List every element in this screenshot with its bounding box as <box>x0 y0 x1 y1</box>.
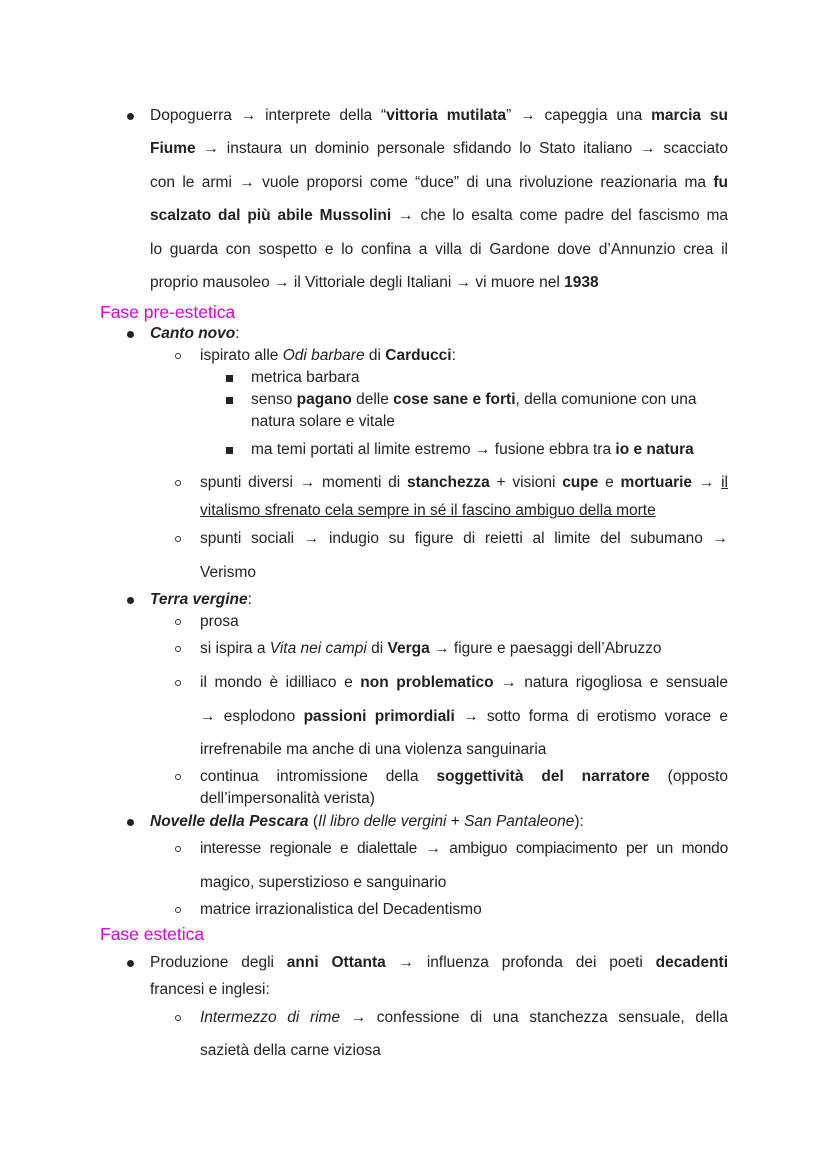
bold-text: cose sane e forti <box>393 391 516 408</box>
bold-text: io e natura <box>615 441 694 458</box>
underlined-text: vitalismo sfrenato cela sempre in sé il fascino ambiguo della morte <box>200 502 656 519</box>
text: → instaura un dominio personale sfidando lo Stato italiano → scacciato <box>195 140 728 157</box>
text: natura solare e vitale <box>251 413 395 430</box>
bold-text: vittoria mutilata <box>386 107 507 124</box>
bullet-circle <box>175 680 181 686</box>
text: spunti diversi → momenti di <box>200 474 408 491</box>
bold-text: 1938 <box>564 274 599 291</box>
bold-text: soggettività del narratore <box>436 768 650 785</box>
text: proprio mausoleo → il Vittoriale degli Italiani → vi muore nel <box>150 274 565 291</box>
text: (opposto <box>649 768 728 785</box>
text: : <box>235 325 240 342</box>
text: magico, superstizioso e sanguinario <box>200 874 447 891</box>
text: : <box>451 347 456 364</box>
text: → natura rigogliosa e sensuale <box>493 674 728 691</box>
bold-text: cupe <box>562 474 599 491</box>
bullet-circle <box>175 619 181 625</box>
bold-text: mortuarie <box>620 474 693 491</box>
text: Verismo <box>200 564 256 581</box>
italic-text: San Pantaleone <box>464 813 575 830</box>
text: e <box>598 474 621 491</box>
text: , della comunione con una <box>515 391 697 408</box>
text: lo guarda con sospetto e lo confina a villa di Gardone dove d’Annunzio crea il <box>150 241 728 258</box>
bold-text: non problematico <box>360 674 494 691</box>
text: irrefrenabile ma anche di una violenza sanguinaria <box>200 741 547 758</box>
italic-text: Vita nei campi <box>269 640 367 657</box>
underlined-text: il <box>721 474 728 491</box>
bullet-square <box>226 375 233 382</box>
bullet-circle <box>175 480 181 486</box>
italic-text: Intermezzo di rime <box>200 1009 341 1026</box>
text: interesse regionale e dialettale → ambiguo compiacimento per un mondo <box>200 840 728 857</box>
text: metrica barbara <box>251 369 360 386</box>
text: sazietà della carne viziosa <box>200 1042 381 1059</box>
bold-text: Fiume <box>150 140 196 157</box>
bold-text: decadenti <box>655 954 729 971</box>
bold-text: scalzato dal più abile Mussolini <box>150 207 392 224</box>
section-heading-pre-estetica: Fase pre-estetica <box>100 302 236 322</box>
bullet-dot <box>127 331 134 338</box>
bold-text: marcia su <box>651 107 728 124</box>
bullet-square <box>226 447 233 454</box>
text: con le armi → vuole proporsi come “duce” di una rivoluzione reazionaria ma <box>150 174 714 191</box>
bullet-dot <box>127 819 134 826</box>
bullet-circle <box>175 353 181 359</box>
text: francesi e inglesi: <box>150 981 270 998</box>
bullet-circle <box>175 536 181 542</box>
text: → <box>692 474 722 491</box>
bullet-dot <box>127 597 134 604</box>
bullet-dot <box>127 960 134 967</box>
text: → confessione di una stanchezza sensuale, della <box>340 1009 728 1026</box>
text: → che lo esalta come padre del fascismo ma <box>391 207 729 224</box>
italic-text: Odi barbare <box>282 347 365 364</box>
bullet-circle <box>175 646 181 652</box>
bullet-circle <box>175 907 181 913</box>
text: ” → capeggia una <box>506 107 652 124</box>
text: si ispira a <box>200 640 270 657</box>
text: → figure e paesaggi dell’Abruzzo <box>429 640 662 657</box>
work-title: Canto novo <box>150 325 236 342</box>
text: di <box>364 347 386 364</box>
text: il mondo è idilliaco e <box>200 674 361 691</box>
text: → influenza profonda dei poeti <box>385 954 656 971</box>
text: + <box>446 813 465 830</box>
italic-text: Il libro delle vergini <box>318 813 447 830</box>
bold-text: stanchezza <box>407 474 490 491</box>
section-heading-estetica: Fase estetica <box>100 924 205 944</box>
text: di <box>366 640 388 657</box>
text: prosa <box>200 613 239 630</box>
text: delle <box>351 391 394 408</box>
bold-text: anni Ottanta <box>286 954 386 971</box>
text: ( <box>308 813 319 830</box>
work-title: Terra vergine <box>150 591 248 608</box>
text: ispirato alle <box>200 347 283 364</box>
bullet-circle <box>175 846 181 852</box>
text: → esplodono <box>200 708 304 725</box>
bullet-circle <box>175 1015 181 1021</box>
work-title: Novelle della Pescara <box>150 813 309 830</box>
text: continua intromissione della <box>200 768 437 785</box>
bold-text: Verga <box>387 640 430 657</box>
text: : <box>247 591 252 608</box>
text: senso <box>251 391 297 408</box>
text: Produzione degli <box>150 954 287 971</box>
bullet-dot <box>127 113 134 120</box>
bullet-square <box>226 397 233 404</box>
text: ma temi portati al limite estremo → fusione ebbra tra <box>251 441 616 458</box>
text: → sotto forma di erotismo vorace e <box>454 708 729 725</box>
text: matrice irrazionalistica del Decadentismo <box>200 901 482 918</box>
bold-text: pagano <box>296 391 352 408</box>
text: ): <box>574 813 584 830</box>
text: + visioni <box>489 474 563 491</box>
bold-text: passioni primordiali <box>303 708 455 725</box>
text: Dopoguerra → interprete della “ <box>150 107 387 124</box>
bold-text: Carducci <box>385 347 452 364</box>
text: dell’impersonalità verista) <box>200 790 375 807</box>
text: spunti sociali → indugio su figure di reietti al limite del subumano → <box>200 530 728 547</box>
bold-text: fu <box>713 174 728 191</box>
bullet-circle <box>175 774 181 780</box>
